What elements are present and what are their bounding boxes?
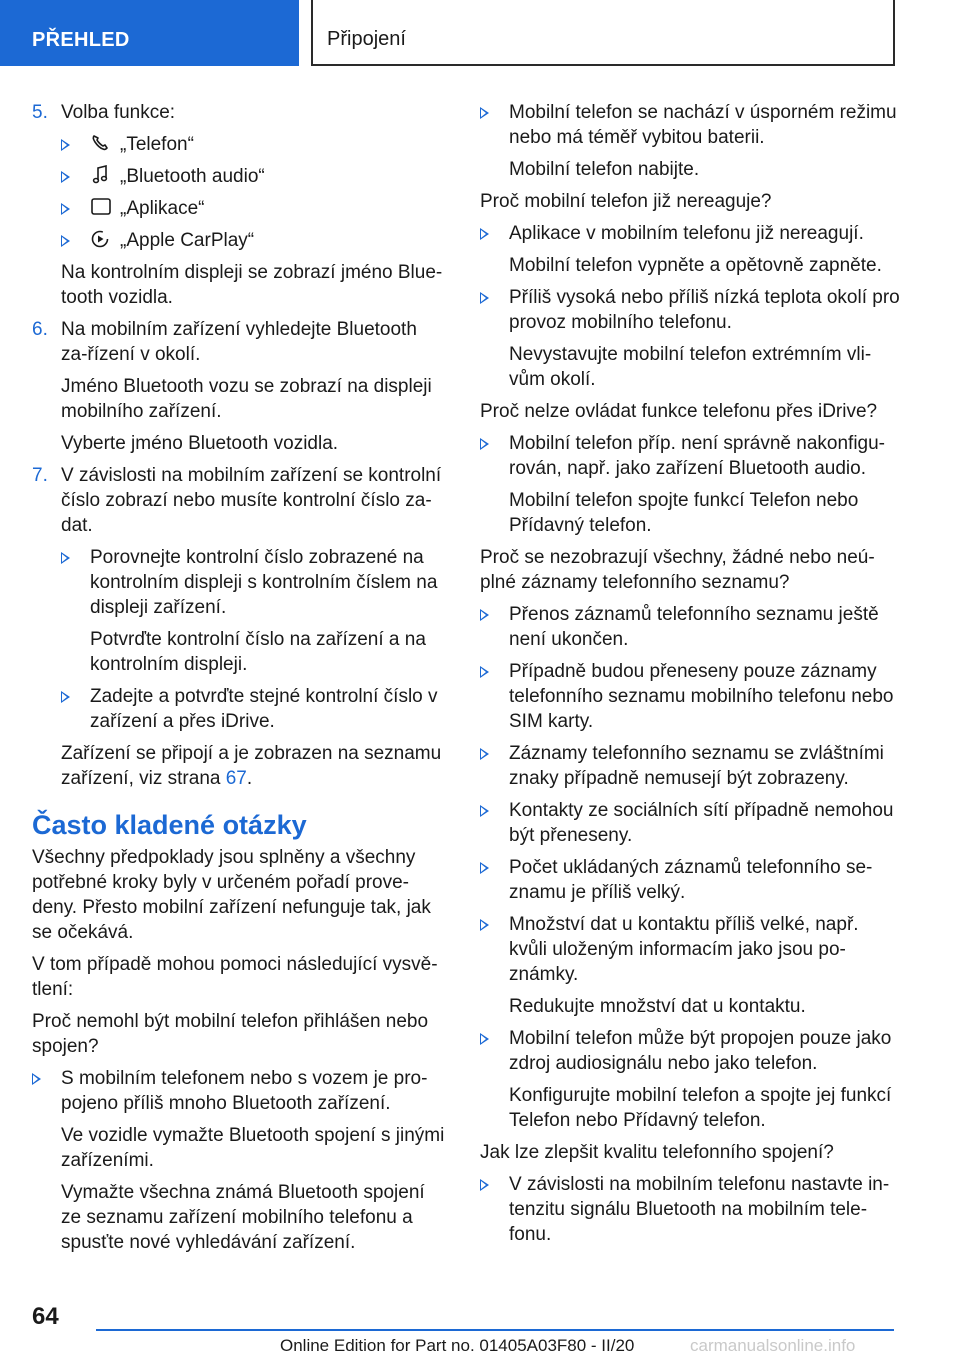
bullet-text: Přenos záznamů telefonního seznamu ještě není ukončen. xyxy=(509,604,879,650)
bullet-text: Kontakty ze sociálních sítí případně nemohou být přeneseny. xyxy=(509,800,894,846)
bullet-text: Mobilní telefon může být propojen pouze jako zdroj audiosignálu nebo jako telefon. xyxy=(509,1028,892,1074)
phone-icon xyxy=(90,133,112,153)
bullet-item xyxy=(480,602,900,652)
step-number: 7. xyxy=(32,465,48,486)
bullet-text: Mobilní telefon příp. není správně nakonfigu-rován, např. jako zařízení Bluetooth audio. xyxy=(509,433,886,479)
step-number: 6. xyxy=(32,319,48,340)
bullet-text: Počet ukládaných záznamů telefonního se-znamu je příliš velký. xyxy=(509,857,873,903)
bullet-triangle-icon xyxy=(61,235,70,247)
left-column xyxy=(32,100,447,1262)
header-section-tab xyxy=(0,0,299,66)
bullet-triangle-icon xyxy=(61,171,70,183)
bullet-item xyxy=(480,855,900,905)
bullet-text: Aplikace v mobilním telefonu již nereagují. xyxy=(509,223,864,244)
paragraph-end: . xyxy=(246,768,253,789)
paragraph: Nevystavujte mobilní telefon extrémním vli-vům okolí. xyxy=(509,344,872,390)
option-label: „Telefon“ xyxy=(120,134,194,155)
bullet-text: S mobilním telefonem nebo s vozem je pro-pojeno příliš mnoho Bluetooth zařízení. xyxy=(61,1068,428,1114)
bullet-triangle-icon xyxy=(61,139,70,151)
option-label: „Bluetooth audio“ xyxy=(120,166,265,187)
header-chapter-box xyxy=(311,0,895,66)
bullet-text: Případně budou přeneseny pouze záznamy telefonního seznamu mobilního telefonu nebo SIM karty. xyxy=(509,661,894,732)
faq-question: Proč nemohl být mobilní telefon přihlášen nebo spojen? xyxy=(32,1011,429,1057)
paragraph: Redukujte množství dat u kontaktu. xyxy=(509,996,806,1017)
bullet-triangle-icon xyxy=(480,438,489,450)
bullet-item xyxy=(480,221,900,246)
bullet-triangle-icon xyxy=(61,691,70,703)
music-note-icon xyxy=(90,165,112,185)
step-text: Na mobilním zařízení vyhledejte Bluetooth za-řízení v okolí. xyxy=(61,319,417,365)
paragraph: Ve vozidle vymažte Bluetooth spojení s jinými zařízeními. xyxy=(61,1125,445,1171)
paragraph-with-link xyxy=(32,741,447,791)
bullet-triangle-icon xyxy=(480,919,489,931)
option-carplay xyxy=(32,228,447,253)
header-section-label: PŘEHLED xyxy=(32,29,130,51)
option-apps xyxy=(32,196,447,221)
bullet-text: Porovnejte kontrolní číslo zobrazené na kontrolním displeji s kontrolním číslem na displeji zařízení. xyxy=(90,547,438,618)
step-number: 5. xyxy=(32,102,48,123)
bullet-triangle-icon xyxy=(480,228,489,240)
bullet-item xyxy=(480,285,900,335)
step-text: V závislosti na mobilním zařízení se kontrolní číslo zobrazí nebo musíte kontrolní číslo za-dat. xyxy=(61,465,442,536)
footer-edition: Online Edition for Part no. 01405A03F80 - II/20 xyxy=(280,1336,635,1355)
bullet-text: Zadejte a potvrďte stejné kontrolní číslo v zařízení a přes iDrive. xyxy=(90,686,438,732)
bullet-triangle-icon xyxy=(61,203,70,215)
option-label: „Aplikace“ xyxy=(120,198,205,219)
paragraph: Mobilní telefon spojte funkcí Telefon nebo Přídavný telefon. xyxy=(509,490,859,536)
bullet-item xyxy=(480,100,900,150)
faq-question: Jak lze zlepšit kvalitu telefonního spojení? xyxy=(480,1142,834,1163)
bullet-item xyxy=(480,741,900,791)
paragraph: Jméno Bluetooth vozu se zobrazí na displeji mobilního zařízení. xyxy=(61,376,432,422)
option-bluetooth-audio xyxy=(32,164,447,189)
step-text: Volba funkce: xyxy=(61,102,176,123)
bullet-text: Mobilní telefon se nachází v úsporném režimu nebo má téměř vybitou baterii. xyxy=(509,102,897,148)
bullet-triangle-icon xyxy=(61,552,70,564)
bullet-item xyxy=(32,684,447,734)
bullet-triangle-icon xyxy=(480,1033,489,1045)
faq-heading: Často kladené otázky xyxy=(32,810,307,840)
bullet-text: Záznamy telefonního seznamu se zvláštními znaky případně nemusejí být zobrazeny. xyxy=(509,743,884,789)
bullet-triangle-icon xyxy=(480,748,489,760)
paragraph: Vyberte jméno Bluetooth vozidla. xyxy=(61,433,339,454)
apps-icon xyxy=(90,197,112,217)
watermark: carmanualsonline.info xyxy=(690,1336,856,1355)
bullet-item xyxy=(32,1066,447,1116)
bullet-item xyxy=(480,431,900,481)
paragraph: Potvrďte kontrolní číslo na zařízení a na kontrolním displeji. xyxy=(90,629,426,675)
bullet-item xyxy=(480,798,900,848)
paragraph: Mobilní telefon nabijte. xyxy=(509,159,700,180)
carplay-icon xyxy=(90,229,112,249)
bullet-triangle-icon xyxy=(32,1073,41,1085)
bullet-triangle-icon xyxy=(480,609,489,621)
bullet-item xyxy=(32,545,447,620)
option-label: „Apple CarPlay“ xyxy=(120,230,255,251)
bullet-triangle-icon xyxy=(480,1179,489,1191)
paragraph: V tom případě mohou pomoci následující vysvě-tlení: xyxy=(32,954,438,1000)
bullet-triangle-icon xyxy=(480,292,489,304)
paragraph: Mobilní telefon vypněte a opětovně zapněte. xyxy=(509,255,882,276)
paragraph: Všechny předpoklady jsou splněny a všechny potřebné kroky byly v určeném pořadí prove-deny. Přesto mobilní zařízení nefunguje tak, jak se očekává. xyxy=(32,847,431,943)
page-number: 64 xyxy=(32,1303,59,1330)
option-phone xyxy=(32,132,447,157)
bullet-item xyxy=(480,1026,900,1076)
paragraph: Konfigurujte mobilní telefon a spojte jej funkcí Telefon nebo Přídavný telefon. xyxy=(509,1085,892,1131)
paragraph: Na kontrolním displeji se zobrazí jméno Blue-tooth vozidla. xyxy=(61,262,443,308)
step-6 xyxy=(32,317,447,367)
footer-divider xyxy=(96,1329,894,1331)
faq-question: Proč se nezobrazují všechny, žádné nebo neú-plné záznamy telefonního seznamu? xyxy=(480,547,875,593)
bullet-triangle-icon xyxy=(480,107,489,119)
bullet-triangle-icon xyxy=(480,805,489,817)
bullet-item xyxy=(480,1172,900,1247)
bullet-triangle-icon xyxy=(480,666,489,678)
paragraph: Vymažte všechna známá Bluetooth spojení ze seznamu zařízení mobilního telefonu a spusťte nové vyhledávání zařízení. xyxy=(61,1182,425,1253)
right-column xyxy=(480,100,900,1254)
bullet-text: Množství dat u kontaktu příliš velké, např. kvůli uloženým informacím jako jsou po-známky. xyxy=(509,914,859,985)
bullet-text: Příliš vysoká nebo příliš nízká teplota okolí pro provoz mobilního telefonu. xyxy=(509,287,900,333)
header-chapter-label: Připojení xyxy=(327,28,406,50)
faq-question: Proč nelze ovládat funkce telefonu přes iDrive? xyxy=(480,401,878,422)
step-5 xyxy=(32,100,447,125)
paragraph-text: Zařízení se připojí a je zobrazen na seznamu zařízení, viz strana xyxy=(61,743,442,789)
bullet-text: V závislosti na mobilním telefonu nastavte in-tenzitu signálu Bluetooth na mobilním tele-fonu. xyxy=(509,1174,890,1245)
faq-question: Proč mobilní telefon již nereaguje? xyxy=(480,191,772,212)
bullet-item xyxy=(480,912,900,987)
page-link[interactable]: 67 xyxy=(225,768,247,789)
bullet-item xyxy=(480,659,900,734)
step-7 xyxy=(32,463,447,538)
bullet-triangle-icon xyxy=(480,862,489,874)
